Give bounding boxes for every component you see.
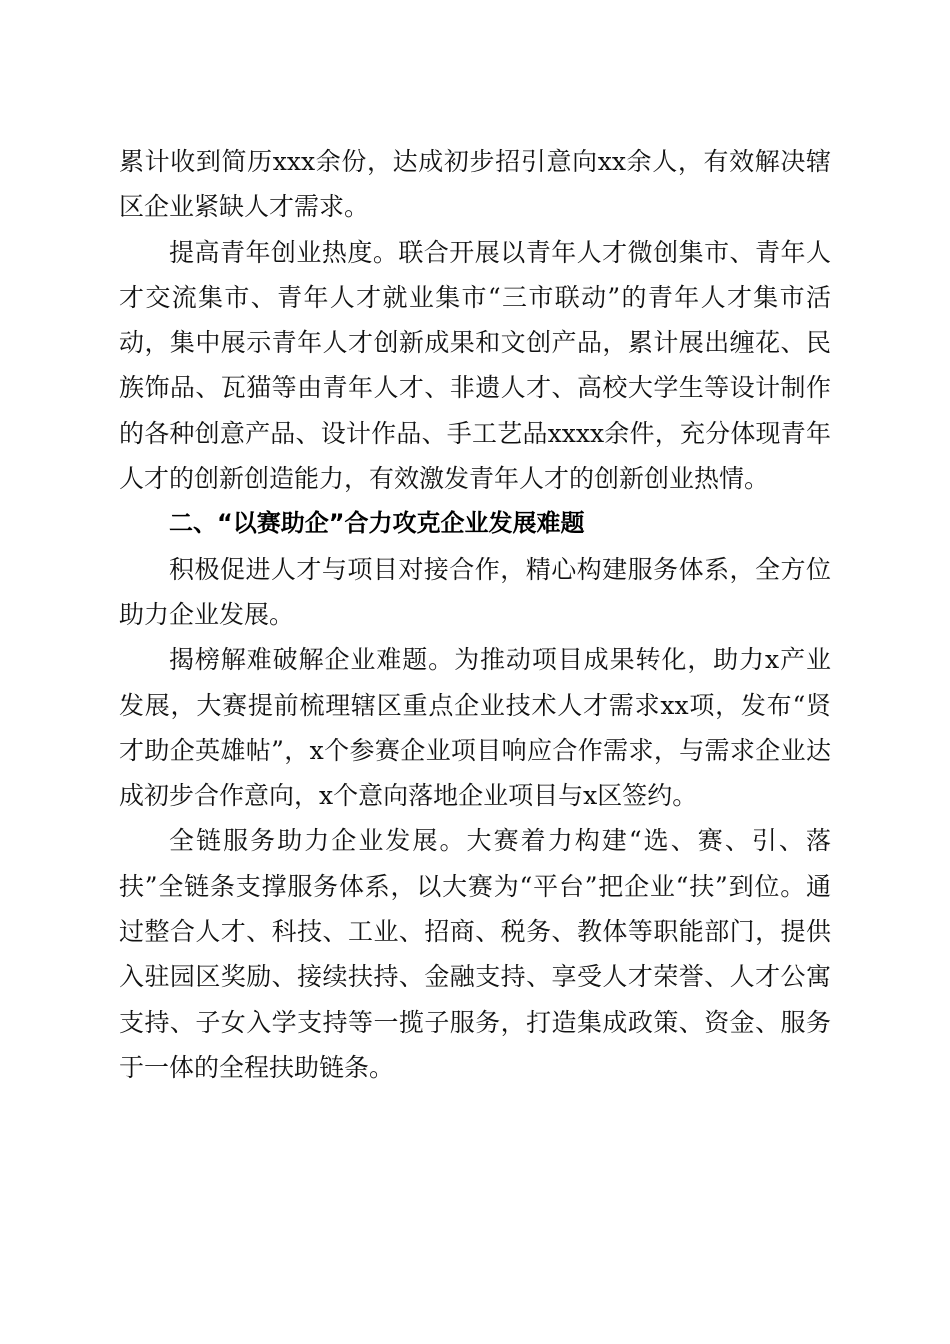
section-heading-2: 二、“以赛助企”合力攻克企业发展难题 — [169, 509, 585, 538]
paragraph-full-chain-service: 全链服务助力企业发展。大赛着力构建“选、赛、引、落扶”全链条支撑服务体系，以大赛为“平台”把企业“扶”到位。通过整合人才、科技、工业、招商、税务、教体等职能部门，提供入驻园区奖励、接续扶持、金融支持、享受人才荣誉、人才公寓支持、子女入学支持等一揽子服务，打造集成政策、资金、服务于一体的全程扶助链条。 — [119, 826, 831, 1082]
paragraph-problem-solving: 揭榜解难破解企业难题。为推动项目成果转化，助力x产业发展，大赛提前梳理辖区重点企业技术人才需求xx项，发布“贤才助企英雄帖”，x个参赛企业项目响应合作需求，与需求企业达成初步合作意向，x个意向落地企业项目与x区签约。 — [119, 645, 831, 811]
paragraph-project-cooperation: 积极促进人才与项目对接合作，精心构建服务体系，全方位助力企业发展。 — [119, 554, 831, 629]
paragraph-resume-results: 累计收到简历xxx余份，达成初步招引意向xx余人，有效解决辖区企业紧缺人才需求。 — [119, 147, 831, 222]
paragraph-youth-entrepreneurship: 提高青年创业热度。联合开展以青年人才微创集市、青年人才交流集市、青年人才就业集市“三市联动”的青年人才集市活动，集中展示青年人才创新成果和文创产品，累计展出缠花、民族饰品、瓦猫等由青年人才、非遗人才、高校大学生等设计制作的各种创意产品、设计作品、手工艺品xxxx余件，充分体现青年人才的创新创造能力，有效激发青年人才的创新创业热情。 — [119, 237, 831, 494]
document-page — [119, 139, 831, 1090]
